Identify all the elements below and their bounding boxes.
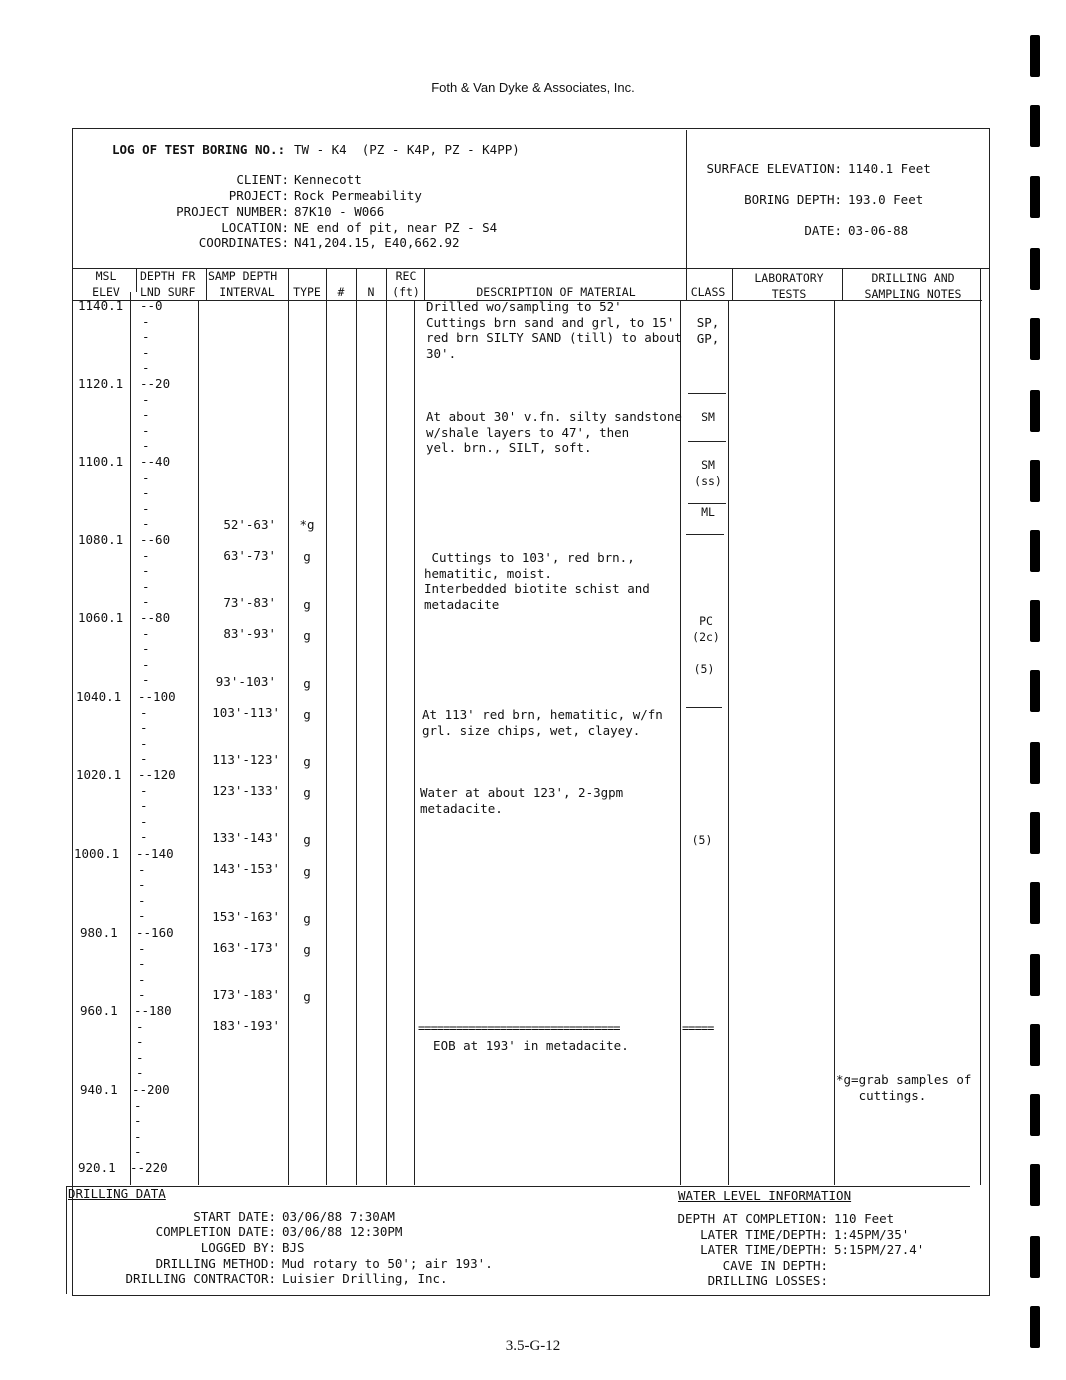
- sample-interval: 123'-133': [212, 783, 280, 798]
- sampling-notes: *g=grab samples of cuttings.: [836, 1072, 972, 1103]
- depth-tick: -: [140, 798, 148, 814]
- description-text: At about 30' v.fn. silty sandstone w/shale layers to 47', then yel. brn., SILT, soft.: [426, 409, 682, 456]
- project-number-label: PROJECT NUMBER:: [176, 204, 289, 219]
- page-number: 3.5-G-12: [505, 1338, 561, 1354]
- depth-at-completion-value: 110 Feet: [834, 1211, 895, 1226]
- completion-date-label: COMPLETION DATE:: [155, 1224, 276, 1239]
- depth-value: --220: [130, 1160, 168, 1175]
- col-samp-bottom: INTERVAL: [219, 285, 275, 299]
- class-divider: [686, 707, 722, 708]
- class-value: SP, GP,: [696, 315, 720, 346]
- col-number: #: [337, 285, 345, 299]
- project-label: PROJECT:: [228, 188, 289, 203]
- sample-interval: 73'-83': [223, 595, 276, 610]
- col-notes-top: DRILLING AND: [871, 271, 955, 285]
- boring-depth-label: BORING DEPTH:: [744, 192, 842, 207]
- sample-type: g: [303, 549, 311, 564]
- start-date-value: 03/06/88 7:30AM: [282, 1209, 395, 1224]
- depth-value: --40: [140, 454, 171, 469]
- binding-mark: [1030, 1024, 1040, 1066]
- drilling-method-label: DRILLING METHOD:: [155, 1256, 276, 1271]
- frame-left-lower: [66, 1186, 67, 1294]
- description-text: Cuttings to 103', red brn., hematitic, moist. Interbedded biotite schist and metadacite: [424, 550, 650, 612]
- sample-type: g: [303, 707, 311, 722]
- location-value: NE end of pit, near PZ - S4: [294, 220, 498, 235]
- elevation-value: 960.1: [80, 1003, 118, 1018]
- description-text: Drilled wo/sampling to 52' Cuttings brn sand and grl, to 15' red brn SILTY SAND (till) to about 30'.: [426, 299, 682, 361]
- depth-tick: -: [142, 594, 150, 610]
- class-eob-marker: =====: [682, 1021, 714, 1035]
- depth-tick: -: [140, 782, 148, 798]
- depth-tick: -: [134, 1128, 142, 1144]
- col-msl-top: MSL: [95, 269, 117, 283]
- start-date-label: START DATE:: [193, 1209, 276, 1224]
- depth-tick: -: [142, 625, 150, 641]
- sample-type: g: [303, 597, 311, 612]
- binding-mark: [1030, 600, 1040, 642]
- drilling-method-value: Mud rotary to 50'; air 193'.: [282, 1256, 493, 1271]
- col-line-2: [206, 268, 207, 300]
- depth-tick: -: [142, 329, 150, 345]
- depth-tick: -: [140, 735, 148, 751]
- class-divider: [686, 534, 724, 535]
- bottom-section-rule: [66, 1186, 970, 1187]
- col-line-7b: [414, 300, 415, 1185]
- later-time-depth-label: LATER TIME/DEPTH:: [700, 1242, 828, 1257]
- later-time-depth-value: 5:15PM/27.4': [834, 1242, 925, 1257]
- col-notes-bottom: SAMPLING NOTES: [864, 287, 962, 301]
- eob-text: EOB at 193' in metadacite.: [418, 1038, 629, 1053]
- depth-tick: -: [138, 956, 146, 972]
- depth-tick: -: [142, 391, 150, 407]
- water-level-heading: WATER LEVEL INFORMATION: [678, 1188, 852, 1203]
- depth-tick: -: [142, 547, 150, 563]
- project-number-value: 87K10 - W066: [294, 204, 385, 219]
- depth-tick: -: [142, 313, 150, 329]
- depth-tick: -: [134, 1113, 142, 1129]
- boring-depth-value: 193.0 Feet: [848, 192, 924, 207]
- col-line-9: [732, 268, 733, 300]
- boring-title-label: LOG OF TEST BORING NO.:: [112, 142, 286, 157]
- date-label: DATE:: [804, 223, 842, 238]
- depth-value: --60: [140, 532, 171, 547]
- sample-interval: 153'-163': [212, 909, 280, 924]
- depth-value: --80: [140, 610, 171, 625]
- depth-tick: -: [138, 987, 146, 1003]
- sample-type: g: [303, 676, 311, 691]
- binding-mark: [1030, 105, 1040, 147]
- drilling-data-heading: DRILLING DATA: [68, 1186, 166, 1201]
- col-line-4: [326, 268, 327, 1185]
- logged-by-label: LOGGED BY:: [200, 1240, 276, 1255]
- depth-tick: -: [138, 940, 146, 956]
- surface-elevation-value: 1140.1 Feet: [848, 161, 931, 176]
- company-name: Foth & Van Dyke & Associates, Inc.: [431, 80, 635, 95]
- depth-tick: -: [136, 1065, 144, 1081]
- binding-mark: [1030, 318, 1040, 360]
- depth-tick: -: [142, 516, 150, 532]
- class-value: ML: [701, 505, 715, 519]
- col-line-1b: [130, 292, 131, 1185]
- client-value: Kennecott: [294, 172, 362, 187]
- binding-mark: [1030, 35, 1040, 77]
- depth-value: --180: [134, 1003, 172, 1018]
- col-msl-bottom: ELEV: [92, 285, 120, 299]
- col-samp-top: SAMP DEPTH: [208, 269, 278, 283]
- sample-interval: 163'-173': [212, 940, 280, 955]
- depth-tick: -: [138, 908, 146, 924]
- sample-type: *g: [299, 517, 315, 532]
- binding-mark: [1030, 530, 1040, 572]
- depth-tick: -: [142, 407, 150, 423]
- completion-date-value: 03/06/88 12:30PM: [282, 1224, 403, 1239]
- col-line-6: [386, 268, 387, 1185]
- binding-mark: [1030, 812, 1040, 854]
- col-depth-top: DEPTH FR: [140, 269, 196, 283]
- col-line-1: [136, 268, 137, 292]
- location-label: LOCATION:: [221, 220, 289, 235]
- col-line-right: [980, 268, 981, 1185]
- sample-type: g: [303, 628, 311, 643]
- depth-tick: -: [134, 1097, 142, 1113]
- sample-interval: 93'-103': [215, 674, 276, 689]
- class-value: PC (2c): [692, 614, 720, 644]
- elevation-value: 1140.1: [78, 298, 124, 313]
- description-text: Water at about 123', 2-3gpm metadacite.: [420, 785, 624, 816]
- col-description: DESCRIPTION OF MATERIAL: [476, 285, 636, 299]
- class-value: SM: [701, 410, 715, 424]
- class-value: SM (ss): [694, 458, 722, 488]
- class-divider: [688, 393, 726, 394]
- depth-tick: -: [140, 813, 148, 829]
- depth-tick: -: [140, 720, 148, 736]
- depth-tick: -: [142, 641, 150, 657]
- binding-mark: [1030, 1306, 1040, 1348]
- sample-type: g: [303, 864, 311, 879]
- header-divider: [686, 130, 687, 268]
- depth-tick: -: [142, 485, 150, 501]
- binding-mark: [1030, 742, 1040, 784]
- col-class: CLASS: [690, 285, 726, 299]
- depth-tick: -: [142, 500, 150, 516]
- col-line-3: [288, 268, 289, 1185]
- col-line-8: [686, 268, 687, 300]
- sample-interval: 52'-63': [223, 517, 276, 532]
- sample-interval: 133'-143': [212, 830, 280, 845]
- depth-at-completion-label: DEPTH AT COMPLETION:: [677, 1211, 828, 1226]
- binding-mark: [1030, 670, 1040, 712]
- depth-tick: -: [136, 1034, 144, 1050]
- elevation-value: 1100.1: [78, 454, 124, 469]
- depth-value: --20: [140, 376, 171, 391]
- col-line-7: [424, 268, 425, 300]
- elevation-value: 940.1: [80, 1082, 118, 1097]
- binding-mark: [1030, 248, 1040, 290]
- sample-type: g: [303, 989, 311, 1004]
- drilling-losses-label: DRILLING LOSSES:: [707, 1273, 828, 1288]
- sample-interval: 63'-73': [223, 548, 276, 563]
- depth-tick: -: [142, 422, 150, 438]
- col-depth-bottom: LND SURF: [140, 285, 196, 299]
- depth-value: --140: [136, 846, 174, 861]
- depth-tick: -: [134, 1144, 142, 1160]
- boring-title-value: TW - K4 (PZ - K4P, PZ - K4PP): [294, 142, 520, 157]
- depth-tick: -: [138, 861, 146, 877]
- col-rec-top: REC: [395, 269, 417, 283]
- col-rec-bottom: (ft): [392, 285, 420, 299]
- sample-type: g: [303, 832, 311, 847]
- binding-mark: [1030, 176, 1040, 218]
- elevation-value: 1000.1: [74, 846, 120, 861]
- coordinates-value: N41,204.15, E40,662.92: [294, 235, 460, 250]
- depth-tick: -: [142, 360, 150, 376]
- binding-mark: [1030, 390, 1040, 432]
- depth-tick: -: [140, 751, 148, 767]
- elevation-value: 1060.1: [78, 610, 124, 625]
- depth-tick: -: [142, 344, 150, 360]
- depth-tick: -: [142, 672, 150, 688]
- sample-interval: 143'-153': [212, 861, 280, 876]
- drilling-contractor-label: DRILLING CONTRACTOR:: [125, 1271, 276, 1286]
- class-divider: [688, 441, 726, 442]
- depth-tick: -: [142, 469, 150, 485]
- col-lab-bottom: TESTS: [771, 287, 807, 301]
- sample-interval: 173'-183': [212, 987, 280, 1002]
- sample-type: g: [303, 942, 311, 957]
- class-value: (5): [691, 833, 713, 847]
- eob-marker: ================================: [418, 1021, 620, 1035]
- depth-tick: -: [142, 438, 150, 454]
- col-line-10b: [834, 300, 835, 1185]
- elevation-value: 1040.1: [76, 689, 122, 704]
- col-line-10: [842, 268, 843, 300]
- project-value: Rock Permeability: [294, 188, 422, 203]
- depth-tick: -: [140, 829, 148, 845]
- elevation-value: 920.1: [78, 1160, 116, 1175]
- depth-value: --120: [138, 767, 176, 782]
- class-value: (5): [693, 662, 715, 676]
- description-text: At 113' red brn, hematitic, w/fn grl. size chips, wet, clayey.: [422, 707, 663, 738]
- binding-mark: [1030, 1164, 1040, 1206]
- coordinates-label: COORDINATES:: [198, 235, 289, 250]
- depth-tick: -: [136, 1018, 144, 1034]
- depth-value: --160: [136, 925, 174, 940]
- cave-in-depth-label: CAVE IN DEPTH:: [722, 1258, 828, 1273]
- sample-interval: 113'-123': [212, 752, 280, 767]
- col-type: TYPE: [293, 285, 321, 299]
- col-n: N: [367, 285, 375, 299]
- elevation-value: 1020.1: [76, 767, 122, 782]
- sample-type: g: [303, 785, 311, 800]
- depth-value: --0: [140, 298, 163, 313]
- sample-interval: 103'-113': [212, 705, 280, 720]
- sample-interval: 183'-193': [212, 1018, 280, 1033]
- depth-tick: -: [142, 656, 150, 672]
- drilling-contractor-value: Luisier Drilling, Inc.: [282, 1271, 448, 1286]
- binding-mark: [1030, 1094, 1040, 1136]
- elevation-value: 980.1: [80, 925, 118, 940]
- col-lab-top: LABORATORY: [754, 271, 824, 285]
- binding-mark: [1030, 882, 1040, 924]
- depth-tick: -: [138, 971, 146, 987]
- elevation-value: 1120.1: [78, 376, 124, 391]
- sample-interval: 83'-93': [223, 626, 276, 641]
- depth-value: --200: [132, 1082, 170, 1097]
- surface-elevation-label: SURFACE ELEVATION:: [706, 161, 842, 176]
- logged-by-value: BJS: [282, 1240, 305, 1255]
- depth-tick: -: [140, 704, 148, 720]
- depth-tick: -: [138, 877, 146, 893]
- depth-value: --100: [138, 689, 176, 704]
- depth-tick: -: [142, 578, 150, 594]
- date-value: 03-06-88: [848, 223, 909, 238]
- binding-mark: [1030, 954, 1040, 996]
- binding-mark: [1030, 460, 1040, 502]
- depth-tick: -: [142, 563, 150, 579]
- col-line-5: [356, 268, 357, 1185]
- binding-mark: [1030, 1236, 1040, 1278]
- col-line-2b: [198, 300, 199, 1185]
- col-line-9b: [728, 300, 729, 1185]
- later-time-depth-value: 1:45PM/35': [834, 1227, 910, 1242]
- sample-type: g: [303, 754, 311, 769]
- elevation-value: 1080.1: [78, 532, 124, 547]
- later-time-depth-label: LATER TIME/DEPTH:: [700, 1227, 828, 1242]
- depth-tick: -: [136, 1049, 144, 1065]
- client-label: CLIENT:: [236, 172, 289, 187]
- depth-tick: -: [138, 892, 146, 908]
- sample-type: g: [303, 911, 311, 926]
